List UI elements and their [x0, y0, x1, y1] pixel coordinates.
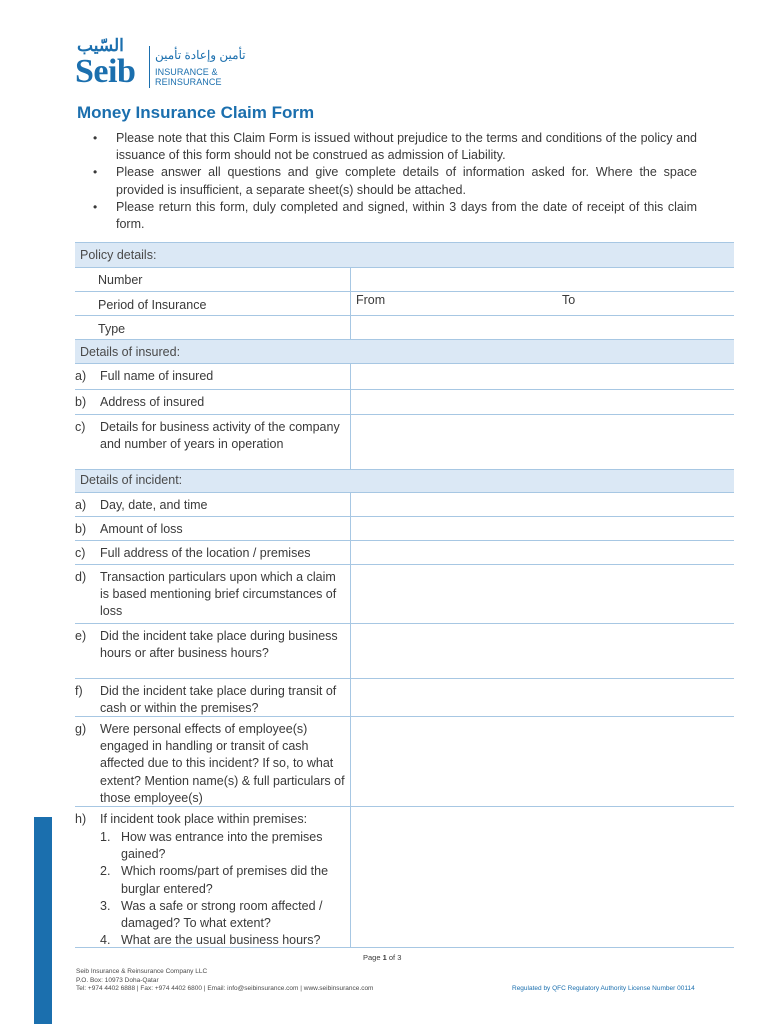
- business-hours-question-label: Did the incident take place during business hours or after business hours?: [100, 629, 338, 661]
- incident-row: [75, 492, 734, 516]
- incident-row: [75, 623, 734, 678]
- period-of-insurance-field[interactable]: [350, 292, 734, 315]
- premises-details-field[interactable]: [350, 807, 734, 947]
- side-accent-bar: [34, 817, 52, 1024]
- list-item: 4. What are the usual business hours?: [100, 933, 321, 948]
- section-policy-details: [75, 242, 734, 267]
- instructions-list: [92, 130, 697, 233]
- policy-number-row: [75, 267, 734, 291]
- item-prefix: g): [75, 722, 87, 736]
- footer-company: Seib Insurance & Reinsurance Company LLC: [76, 968, 208, 975]
- item-prefix: d): [75, 570, 87, 584]
- period-from-label: From: [356, 293, 386, 307]
- incident-row: [75, 716, 734, 806]
- insured-address-label: Address of insured: [100, 395, 205, 409]
- logo-latin-name: Seib: [75, 53, 136, 90]
- form-title: Money Insurance Claim Form: [77, 103, 315, 122]
- list-item: 1. How was entrance into the premises gained?: [100, 830, 323, 862]
- list-item: 3. Was a safe or strong room affected / damaged? To what extent?: [100, 898, 323, 931]
- incident-row: [75, 540, 734, 564]
- insured-name-field[interactable]: [350, 364, 734, 389]
- incident-datetime-label: Day, date, and time: [100, 498, 208, 512]
- business-activity-field[interactable]: [350, 415, 734, 469]
- incident-row: [75, 516, 734, 540]
- incident-row: [75, 678, 734, 716]
- table-bottom-rule: [75, 947, 734, 948]
- section-heading: Details of incident:: [80, 473, 183, 487]
- period-of-insurance-label: Period of Insurance: [98, 298, 207, 312]
- item-prefix: h): [75, 812, 87, 826]
- item-prefix: f): [75, 684, 83, 698]
- logo-divider: [149, 46, 150, 88]
- policy-number-label: Number: [98, 273, 143, 287]
- policy-type-field[interactable]: [350, 316, 734, 339]
- transaction-particulars-field[interactable]: [350, 565, 734, 623]
- incident-row: [75, 806, 734, 947]
- section-heading: Details of insured:: [80, 345, 181, 359]
- transit-question-field[interactable]: [350, 679, 734, 716]
- instruction-item: • Please return this form, duly completed and signed, within 3 days from the date of receipt of this claim form.: [92, 199, 697, 233]
- business-activity-label: Details for business activity of the company and number of years in operation: [100, 420, 340, 452]
- insured-address-field[interactable]: [350, 390, 734, 414]
- instruction-item: • Please note that this Claim Form is issued without prejudice to the terms and conditions of the policy and issuance of this form should not be construed as admission of Liability.: [92, 130, 697, 164]
- item-prefix: a): [75, 369, 87, 383]
- footer-contact: Tel: +974 4402 6888 | Fax: +974 4402 6800 | Email: info@seibinsurance.com | www.seibinsurance.com: [76, 985, 374, 993]
- location-address-label: Full address of the location / premises: [100, 546, 311, 560]
- premises-questions-list: [100, 829, 345, 949]
- logo-arabic-subtitle: تأمين وإعادة تأمين: [155, 48, 246, 62]
- section-insured-details: [75, 339, 734, 363]
- section-heading: Policy details:: [80, 248, 157, 262]
- location-address-field[interactable]: [350, 541, 734, 564]
- insured-name-label: Full name of insured: [100, 369, 214, 383]
- period-to-label: To: [562, 293, 576, 307]
- item-prefix: a): [75, 498, 87, 512]
- policy-number-field[interactable]: [350, 268, 734, 291]
- business-hours-question-field[interactable]: [350, 624, 734, 678]
- amount-of-loss-field[interactable]: [350, 517, 734, 540]
- page-number: Page 1 of 3: [363, 953, 402, 962]
- incident-datetime-field[interactable]: [350, 493, 734, 516]
- logo-arabic-mark: السّيب: [77, 36, 124, 55]
- insured-row: [75, 363, 734, 389]
- section-incident-details: [75, 469, 734, 492]
- insured-row: [75, 389, 734, 414]
- transaction-particulars-label: Transaction particulars upon which a claim is based mentioning brief circumstances of loss: [100, 570, 337, 619]
- footer-address: P.O. Box: 10973 Doha-Qatar: [76, 976, 159, 984]
- instruction-item: • Please answer all questions and give complete details of information asked for. Where the space provided is insufficient, a separate sheet(s) should be attached.: [92, 164, 697, 198]
- insured-row: [75, 414, 734, 469]
- incident-row: [75, 564, 734, 623]
- premises-question-label: If incident took place within premises:: [100, 812, 308, 826]
- item-prefix: e): [75, 629, 87, 643]
- employee-effects-field[interactable]: [350, 717, 734, 806]
- transit-question-label: Did the incident take place during transit of cash or within the premises?: [100, 684, 337, 716]
- period-of-insurance-row: [75, 291, 734, 315]
- amount-of-loss-label: Amount of loss: [100, 522, 183, 536]
- policy-type-label: Type: [98, 322, 126, 336]
- footer-regulator: Regulated by QFC Regulatory Authority License Number 00114: [512, 985, 695, 992]
- item-prefix: b): [75, 395, 87, 409]
- item-prefix: b): [75, 522, 87, 536]
- policy-type-row: [75, 315, 734, 339]
- footer: [76, 968, 373, 994]
- item-prefix: c): [75, 546, 86, 560]
- employee-effects-label: Were personal effects of employee(s) engaged in handling or transit of cash affected due to this incident? If so, to what extent? Mention name(s) & full particulars of those employee(s): [100, 722, 345, 805]
- item-prefix: c): [75, 420, 86, 434]
- list-item: 2. Which rooms/part of premises did the burglar entered?: [100, 864, 329, 896]
- company-logo: [75, 36, 275, 92]
- logo-subtitle: INSURANCE & REINSURANCE: [155, 67, 222, 87]
